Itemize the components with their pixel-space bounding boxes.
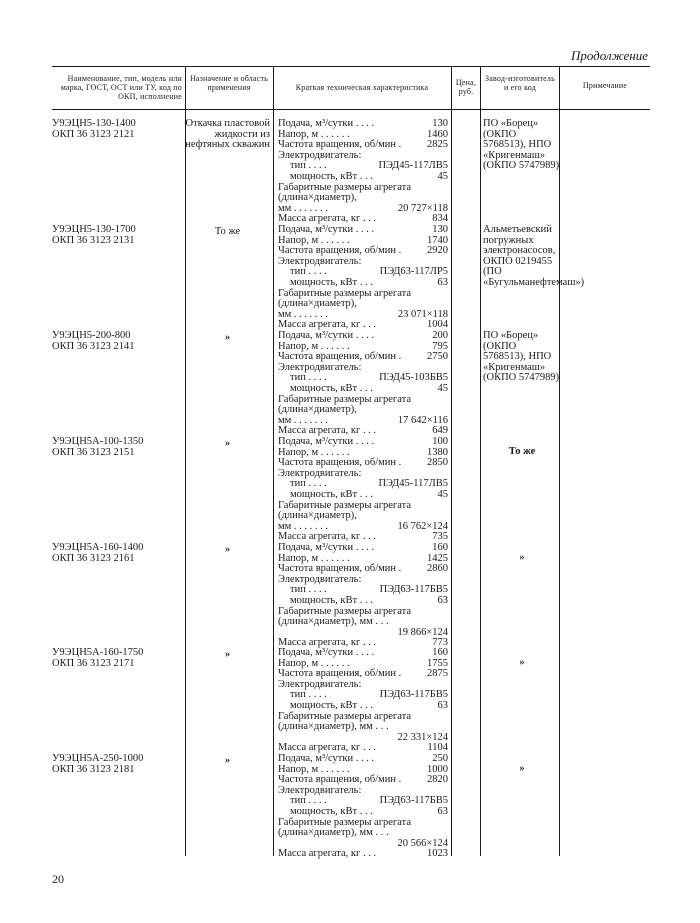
spec-label: мощность, кВт . . . [290, 488, 373, 500]
spec-value: 1740 [427, 234, 448, 246]
spec-value: 100 [432, 436, 448, 447]
spec-value: 2875 [427, 668, 448, 680]
spec-value: 130 [432, 224, 448, 235]
spec-label: Напор, м . . . . . . [278, 657, 350, 669]
spec-cell [278, 437, 448, 543]
spec-label: Напор, м . . . . . . [278, 552, 350, 564]
spec-value: ПЭД63-117БВ5 [379, 689, 448, 701]
spec-label: Напор, м . . . . . . [278, 340, 350, 352]
spec-value: 19 866×124 [397, 626, 448, 638]
spec-label: мощность, кВт . . . [290, 382, 373, 394]
maker-cell: То же [508, 446, 536, 457]
spec-value: 834 [432, 213, 448, 225]
spec-value: 250 [432, 753, 448, 764]
spec-label: мощность, кВт . . . [290, 699, 373, 711]
spec-value: 2850 [427, 457, 448, 469]
product-cell [52, 437, 182, 458]
spec-cell [278, 754, 448, 860]
okp-code: ОКП 36 3123 2141 [52, 340, 135, 352]
spec-value: 20 727×118 [397, 202, 448, 214]
spec-label: Электродвигатель: [278, 361, 362, 373]
spec-cell [278, 331, 448, 437]
product-cell [52, 119, 182, 140]
spec-label: Электродвигатель: [278, 573, 362, 585]
spec-label: Габаритные размеры агрегата (длина×диаметр), мм . . . [278, 710, 411, 733]
header-purpose: Назначение и область применения [189, 74, 269, 92]
spec-label: Подача, м³/сутки . . . . [278, 753, 375, 764]
purpose-cell: » [224, 755, 231, 766]
spec-value: 17 642×116 [397, 414, 448, 426]
maker-cell: » [519, 763, 525, 774]
spec-label: тип . . . . [290, 795, 327, 807]
spec-label: Частота вращения, об/мин . [278, 563, 402, 575]
spec-label: мм . . . . . . . [278, 308, 329, 320]
spec-label: Подача, м³/сутки . . . . [278, 118, 375, 129]
spec-value: ПЭД45-117ЛВ5 [378, 478, 448, 490]
spec-value: 649 [432, 425, 448, 437]
purpose-cell: Откачка пластовой жидкости из нефтяных скважин [185, 118, 270, 151]
spec-label: тип . . . . [290, 372, 327, 384]
continuation-label: Продолжение [570, 48, 648, 63]
column-divider [559, 66, 560, 856]
okp-code: ОКП 36 3123 2181 [52, 763, 135, 775]
spec-label: Напор, м . . . . . . [278, 234, 350, 246]
spec-value: 200 [432, 330, 448, 341]
spec-label: Частота вращения, об/мин . [278, 668, 402, 680]
spec-label: тип . . . . [290, 478, 327, 490]
product-cell [52, 543, 182, 564]
spec-line [278, 818, 448, 839]
spec-value: 63 [437, 594, 448, 606]
spec-value: ПЭД63-117БВ5 [379, 795, 448, 807]
spec-label: Габаритные размеры агрегата (длина×диаметр), [278, 181, 411, 204]
header-maker: Завод-изготовитель и его код [485, 74, 555, 92]
spec-label: мощность, кВт . . . [290, 594, 373, 606]
spec-value: 22 331×124 [397, 731, 448, 743]
spec-value: 795 [432, 340, 448, 352]
spec-value: 2920 [427, 245, 448, 257]
spec-line [278, 289, 448, 310]
purpose-cell: » [224, 649, 231, 660]
spec-cell [278, 648, 448, 754]
spec-value: 45 [437, 382, 448, 394]
maker-cell: ПО «Борец» (ОКПО 5768513), НПО «Кригенмаш» (ОКПО 5747989) [483, 330, 560, 384]
spec-label: Электродвигатель: [278, 149, 362, 161]
header-price: Цена, руб. [455, 78, 477, 96]
okp-code: ОКП 36 3123 2131 [52, 234, 135, 246]
column-divider [185, 66, 186, 856]
spec-label: мм . . . . . . . [278, 202, 329, 214]
spec-value: 45 [437, 488, 448, 500]
spec-label: Электродвигатель: [278, 255, 362, 267]
spec-value: 160 [432, 542, 448, 553]
spec-label: тип . . . . [290, 584, 327, 596]
product-model: У9ЭЦН5-200-800 [52, 330, 131, 341]
spec-value: 23 071×118 [397, 308, 448, 320]
spec-line [278, 501, 448, 522]
okp-code: ОКП 36 3123 2171 [52, 657, 135, 669]
product-model: У9ЭЦН5-130-1700 [52, 224, 136, 235]
column-divider [273, 66, 274, 856]
spec-cell [278, 119, 448, 225]
okp-code: ОКП 36 3123 2161 [52, 552, 135, 564]
maker-cell: ПО «Борец» (ОКПО 5768513), НПО «Кригенмаш» (ОКПО 5747989) [483, 118, 560, 172]
spec-label: Масса агрегата, кг . . . [278, 531, 377, 543]
spec-value: 160 [432, 647, 448, 658]
spec-label: Подача, м³/сутки . . . . [278, 647, 375, 658]
spec-line [278, 849, 448, 860]
header-name: Наименование, тип, модель или марка, ГОСТ, ОСТ или ТУ, код по ОКП, исполнение [60, 74, 182, 101]
spec-label: Напор, м . . . . . . [278, 446, 350, 458]
purpose-cell: » [224, 332, 231, 343]
product-model: У9ЭЦН5А-100-1350 [52, 436, 144, 447]
spec-label: Частота вращения, об/мин . [278, 245, 402, 257]
spec-label: мм . . . . . . . [278, 520, 329, 532]
maker-cell: » [519, 657, 525, 668]
spec-label: мощность, кВт . . . [290, 276, 373, 288]
spec-value: 1023 [427, 848, 448, 860]
page-number: 20 [52, 872, 64, 886]
spec-value: 63 [437, 276, 448, 288]
spec-label: Габаритные размеры агрегата (длина×диаметр), мм . . . [278, 605, 411, 628]
product-cell [52, 754, 182, 775]
spec-label: Масса агрегата, кг . . . [278, 425, 377, 437]
spec-label: Частота вращения, об/мин . [278, 351, 402, 363]
spec-line [278, 183, 448, 204]
spec-value: 16 762×124 [397, 520, 448, 532]
spec-value: 1000 [427, 763, 448, 775]
spec-value: 63 [437, 805, 448, 817]
spec-label: мощность, кВт . . . [290, 170, 373, 182]
spec-value: 1425 [427, 552, 448, 564]
spec-value: ПЭД63-117ЛР5 [379, 266, 448, 278]
spec-label: Электродвигатель: [278, 784, 362, 796]
spec-label: Подача, м³/сутки . . . . [278, 542, 375, 553]
spec-value: ПЭД63-117БВ5 [379, 584, 448, 596]
spec-label: Подача, м³/сутки . . . . [278, 436, 375, 447]
spec-cell [278, 543, 448, 649]
spec-value: 773 [432, 637, 448, 649]
spec-label: Частота вращения, об/мин . [278, 774, 402, 786]
purpose-cell: » [224, 544, 231, 555]
spec-label: Масса агрегата, кг . . . [278, 319, 377, 331]
product-cell [52, 225, 182, 246]
spec-label: тип . . . . [290, 160, 327, 172]
spec-label: Напор, м . . . . . . [278, 763, 350, 775]
spec-value: ПЭД45-117ЛВ5 [378, 160, 448, 172]
product-model: У9ЭЦН5А-160-1750 [52, 647, 144, 658]
spec-value: 2820 [427, 774, 448, 786]
spec-value: 20 566×124 [397, 837, 448, 849]
spec-value: 63 [437, 699, 448, 711]
purpose-cell: То же [214, 226, 241, 237]
product-model: У9ЭЦН5А-160-1400 [52, 542, 144, 553]
spec-label: Габаритные размеры агрегата (длина×диаметр), мм . . . [278, 816, 411, 839]
spec-line [278, 712, 448, 733]
spec-label: Габаритные размеры агрегата (длина×диаметр), [278, 287, 411, 310]
spec-line [278, 395, 448, 416]
spec-label: Подача, м³/сутки . . . . [278, 330, 375, 341]
spec-label: Масса агрегата, кг . . . [278, 742, 377, 754]
spec-line [278, 607, 448, 628]
table-header-rule [52, 109, 650, 110]
product-model: У9ЭЦН5А-250-1000 [52, 753, 144, 764]
spec-label: тип . . . . [290, 266, 327, 278]
product-model: У9ЭЦН5-130-1400 [52, 118, 136, 129]
spec-value: 1004 [427, 319, 448, 331]
spec-label: тип . . . . [290, 689, 327, 701]
column-divider [451, 66, 452, 856]
spec-value: 1460 [427, 128, 448, 140]
header-note: Примечание [582, 81, 628, 90]
spec-label: Масса агрегата, кг . . . [278, 213, 377, 225]
table-top-rule [52, 66, 650, 67]
spec-value: 1104 [427, 742, 448, 754]
spec-cell [278, 225, 448, 331]
spec-label: Подача, м³/сутки . . . . [278, 224, 375, 235]
header-spec: Краткая техническая характеристика [295, 83, 429, 92]
spec-label: Электродвигатель: [278, 678, 362, 690]
maker-cell: Альметьевский погружных электронасосов, ОКПО 0219455 (ПО «Бугульманефтемаш») [483, 224, 585, 288]
spec-value: 45 [437, 170, 448, 182]
okp-code: ОКП 36 3123 2151 [52, 446, 135, 458]
spec-value: 735 [432, 531, 448, 543]
maker-cell: » [519, 552, 525, 563]
spec-value: 1755 [427, 657, 448, 669]
spec-value: 1380 [427, 446, 448, 458]
spec-value: 2860 [427, 563, 448, 575]
spec-label: Частота вращения, об/мин . [278, 139, 402, 151]
spec-value: 2825 [427, 139, 448, 151]
product-cell [52, 331, 182, 352]
column-divider [480, 66, 481, 856]
spec-value: 2750 [427, 351, 448, 363]
spec-label: Масса агрегата, кг . . . [278, 848, 377, 860]
spec-label: Электродвигатель: [278, 467, 362, 479]
spec-label: мм . . . . . . . [278, 414, 329, 426]
spec-label: Масса агрегата, кг . . . [278, 637, 377, 649]
spec-label: Габаритные размеры агрегата (длина×диаметр), [278, 499, 411, 522]
spec-value: 130 [432, 118, 448, 129]
spec-label: Напор, м . . . . . . [278, 128, 350, 140]
product-cell [52, 648, 182, 669]
spec-label: мощность, кВт . . . [290, 805, 373, 817]
spec-label: Частота вращения, об/мин . [278, 457, 402, 469]
spec-label: Габаритные размеры агрегата (длина×диаметр), [278, 393, 411, 416]
purpose-cell: » [224, 438, 231, 449]
okp-code: ОКП 36 3123 2121 [52, 128, 135, 140]
spec-value: ПЭД45-103БВ5 [379, 372, 448, 384]
